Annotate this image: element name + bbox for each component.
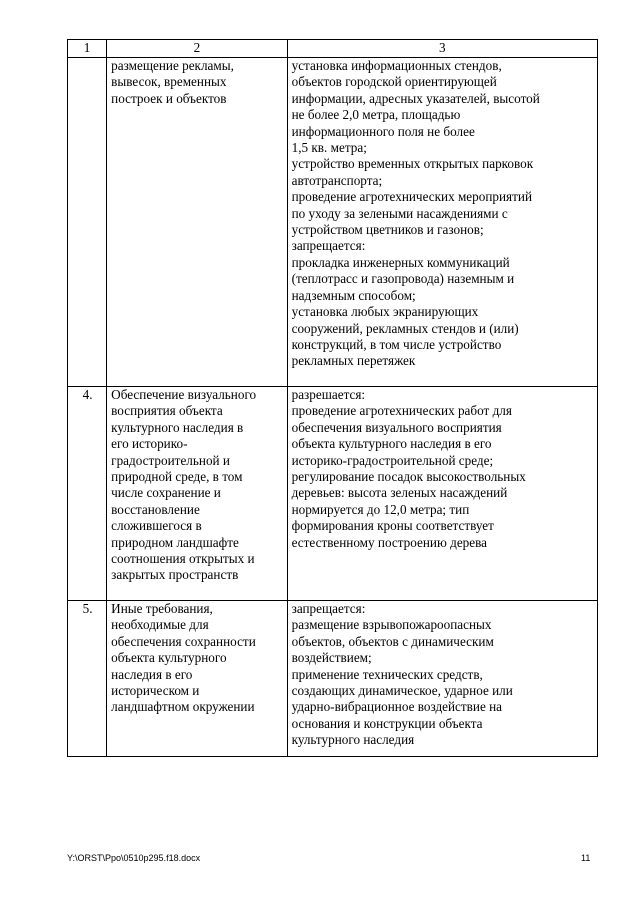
- text-line: культурного наследия: [291, 732, 415, 748]
- text-line: его историко-: [111, 436, 188, 452]
- text-line: установка любых экранирующих: [291, 304, 479, 320]
- text-line: устройством цветников и газонов;: [291, 222, 484, 238]
- requirement-subject-cell: [107, 387, 287, 601]
- text-line: вывесок, временных: [111, 74, 227, 90]
- text-line: информации, адресных указателей, высотой: [291, 90, 540, 106]
- text-line: необходимые для: [111, 617, 209, 633]
- text-line: (теплотрасс и газопровода) наземным и: [291, 271, 515, 287]
- text-line: восприятия объекта: [111, 403, 223, 419]
- row-number: 4.: [68, 387, 107, 601]
- text-line: устройство временных открытых парковок: [291, 156, 534, 172]
- text-line: воздействием;: [291, 650, 372, 666]
- text-line: объектов городской ориентирующей: [291, 74, 497, 90]
- requirement-detail-cell: [287, 601, 597, 757]
- row-number: [68, 58, 107, 387]
- text-line: надземным способом;: [291, 287, 416, 303]
- text-line: прокладка инженерных коммуникаций: [291, 254, 510, 270]
- table-row: [68, 58, 598, 387]
- text-line: объекта культурного: [111, 650, 227, 666]
- text-line: запрещается:: [291, 238, 366, 254]
- text-line: разрешается:: [291, 387, 366, 402]
- table-header-row: [68, 40, 598, 58]
- text-line: регулирование посадок высокоствольных: [291, 469, 526, 485]
- text-line: нормируется до 12,0 метра; тип: [291, 501, 470, 517]
- requirement-detail-cell: [287, 387, 597, 601]
- requirement-subject-cell: [107, 601, 287, 757]
- text-line: информационного поля не более: [291, 123, 475, 139]
- text-line: применение технических средств,: [291, 666, 483, 682]
- text-line: сложившегося в: [111, 518, 202, 534]
- text-line: автотранспорта;: [291, 172, 383, 188]
- text-line: деревьев: высота зеленых насаждений: [291, 485, 508, 501]
- text-line: построек и объектов: [111, 90, 227, 106]
- text-line: восстановление: [111, 501, 200, 517]
- table-row: [68, 387, 598, 601]
- requirements-table: [67, 39, 598, 757]
- text-line: объекта культурного наследия в его: [291, 436, 492, 452]
- text-line: природном ландшафте: [111, 534, 239, 550]
- requirement-subject-cell: [107, 58, 287, 387]
- text-line: ландшафтном окружении: [111, 699, 255, 715]
- header-cell-2: 2: [107, 40, 287, 58]
- text-line: естественному построению дерева: [291, 534, 488, 550]
- text-line: основания и конструкции объекта: [291, 715, 483, 731]
- text-line: не более 2,0 метра, площадью: [291, 107, 461, 123]
- text-line: обеспечения визуального восприятия: [291, 419, 502, 435]
- text-line: создающих динамическое, ударное или: [291, 683, 513, 699]
- text-line: историческом и: [111, 683, 200, 699]
- text-line: соотношения открытых и: [111, 551, 255, 567]
- text-line: размещение взрывопожароопасных: [291, 617, 492, 633]
- text-line: обеспечения сохранности: [111, 633, 256, 649]
- text-line: проведение агротехнических работ для: [291, 403, 512, 419]
- text-line: 1,5 кв. метра;: [291, 140, 367, 156]
- page-number: 11: [581, 853, 591, 863]
- text-line: историко-градостроительной среде;: [291, 452, 494, 468]
- requirement-detail-cell: [287, 58, 597, 387]
- text-line: наследия в его: [111, 666, 193, 682]
- text-line: рекламных перетяжек: [291, 353, 416, 369]
- text-line: проведение агротехнических мероприятий: [291, 189, 532, 205]
- text-line: конструкций, в том числе устройство: [291, 336, 502, 352]
- row-number: 5.: [68, 601, 107, 757]
- document-file-path: Y:\ORST\Ppo\0510p295.f18.docx: [67, 853, 201, 863]
- text-line: культурного наследия в: [111, 419, 244, 435]
- text-line: ударно-вибрационное воздействие на: [291, 699, 503, 715]
- text-line: установка информационных стендов,: [291, 58, 502, 73]
- text-line: запрещается:: [291, 601, 366, 616]
- text-line: по уходу за зелеными насаждениями с: [291, 205, 508, 221]
- text-line: объектов, объектов с динамическим: [291, 633, 494, 649]
- text-line: градостроительной и: [111, 452, 230, 468]
- text-line: сооружений, рекламных стендов и (или): [291, 320, 519, 336]
- text-line: формирования кроны соответствует: [291, 518, 494, 534]
- header-cell-3: 3: [287, 40, 597, 58]
- header-cell-1: 1: [68, 40, 107, 58]
- text-line: Иные требования,: [111, 601, 213, 616]
- table-row: [68, 601, 598, 757]
- text-line: размещение рекламы,: [111, 58, 234, 73]
- text-line: числе сохранение и: [111, 485, 221, 501]
- text-line: закрытых пространств: [111, 567, 239, 583]
- text-line: природной среде, в том: [111, 469, 243, 485]
- text-line: Обеспечение визуального: [111, 387, 257, 402]
